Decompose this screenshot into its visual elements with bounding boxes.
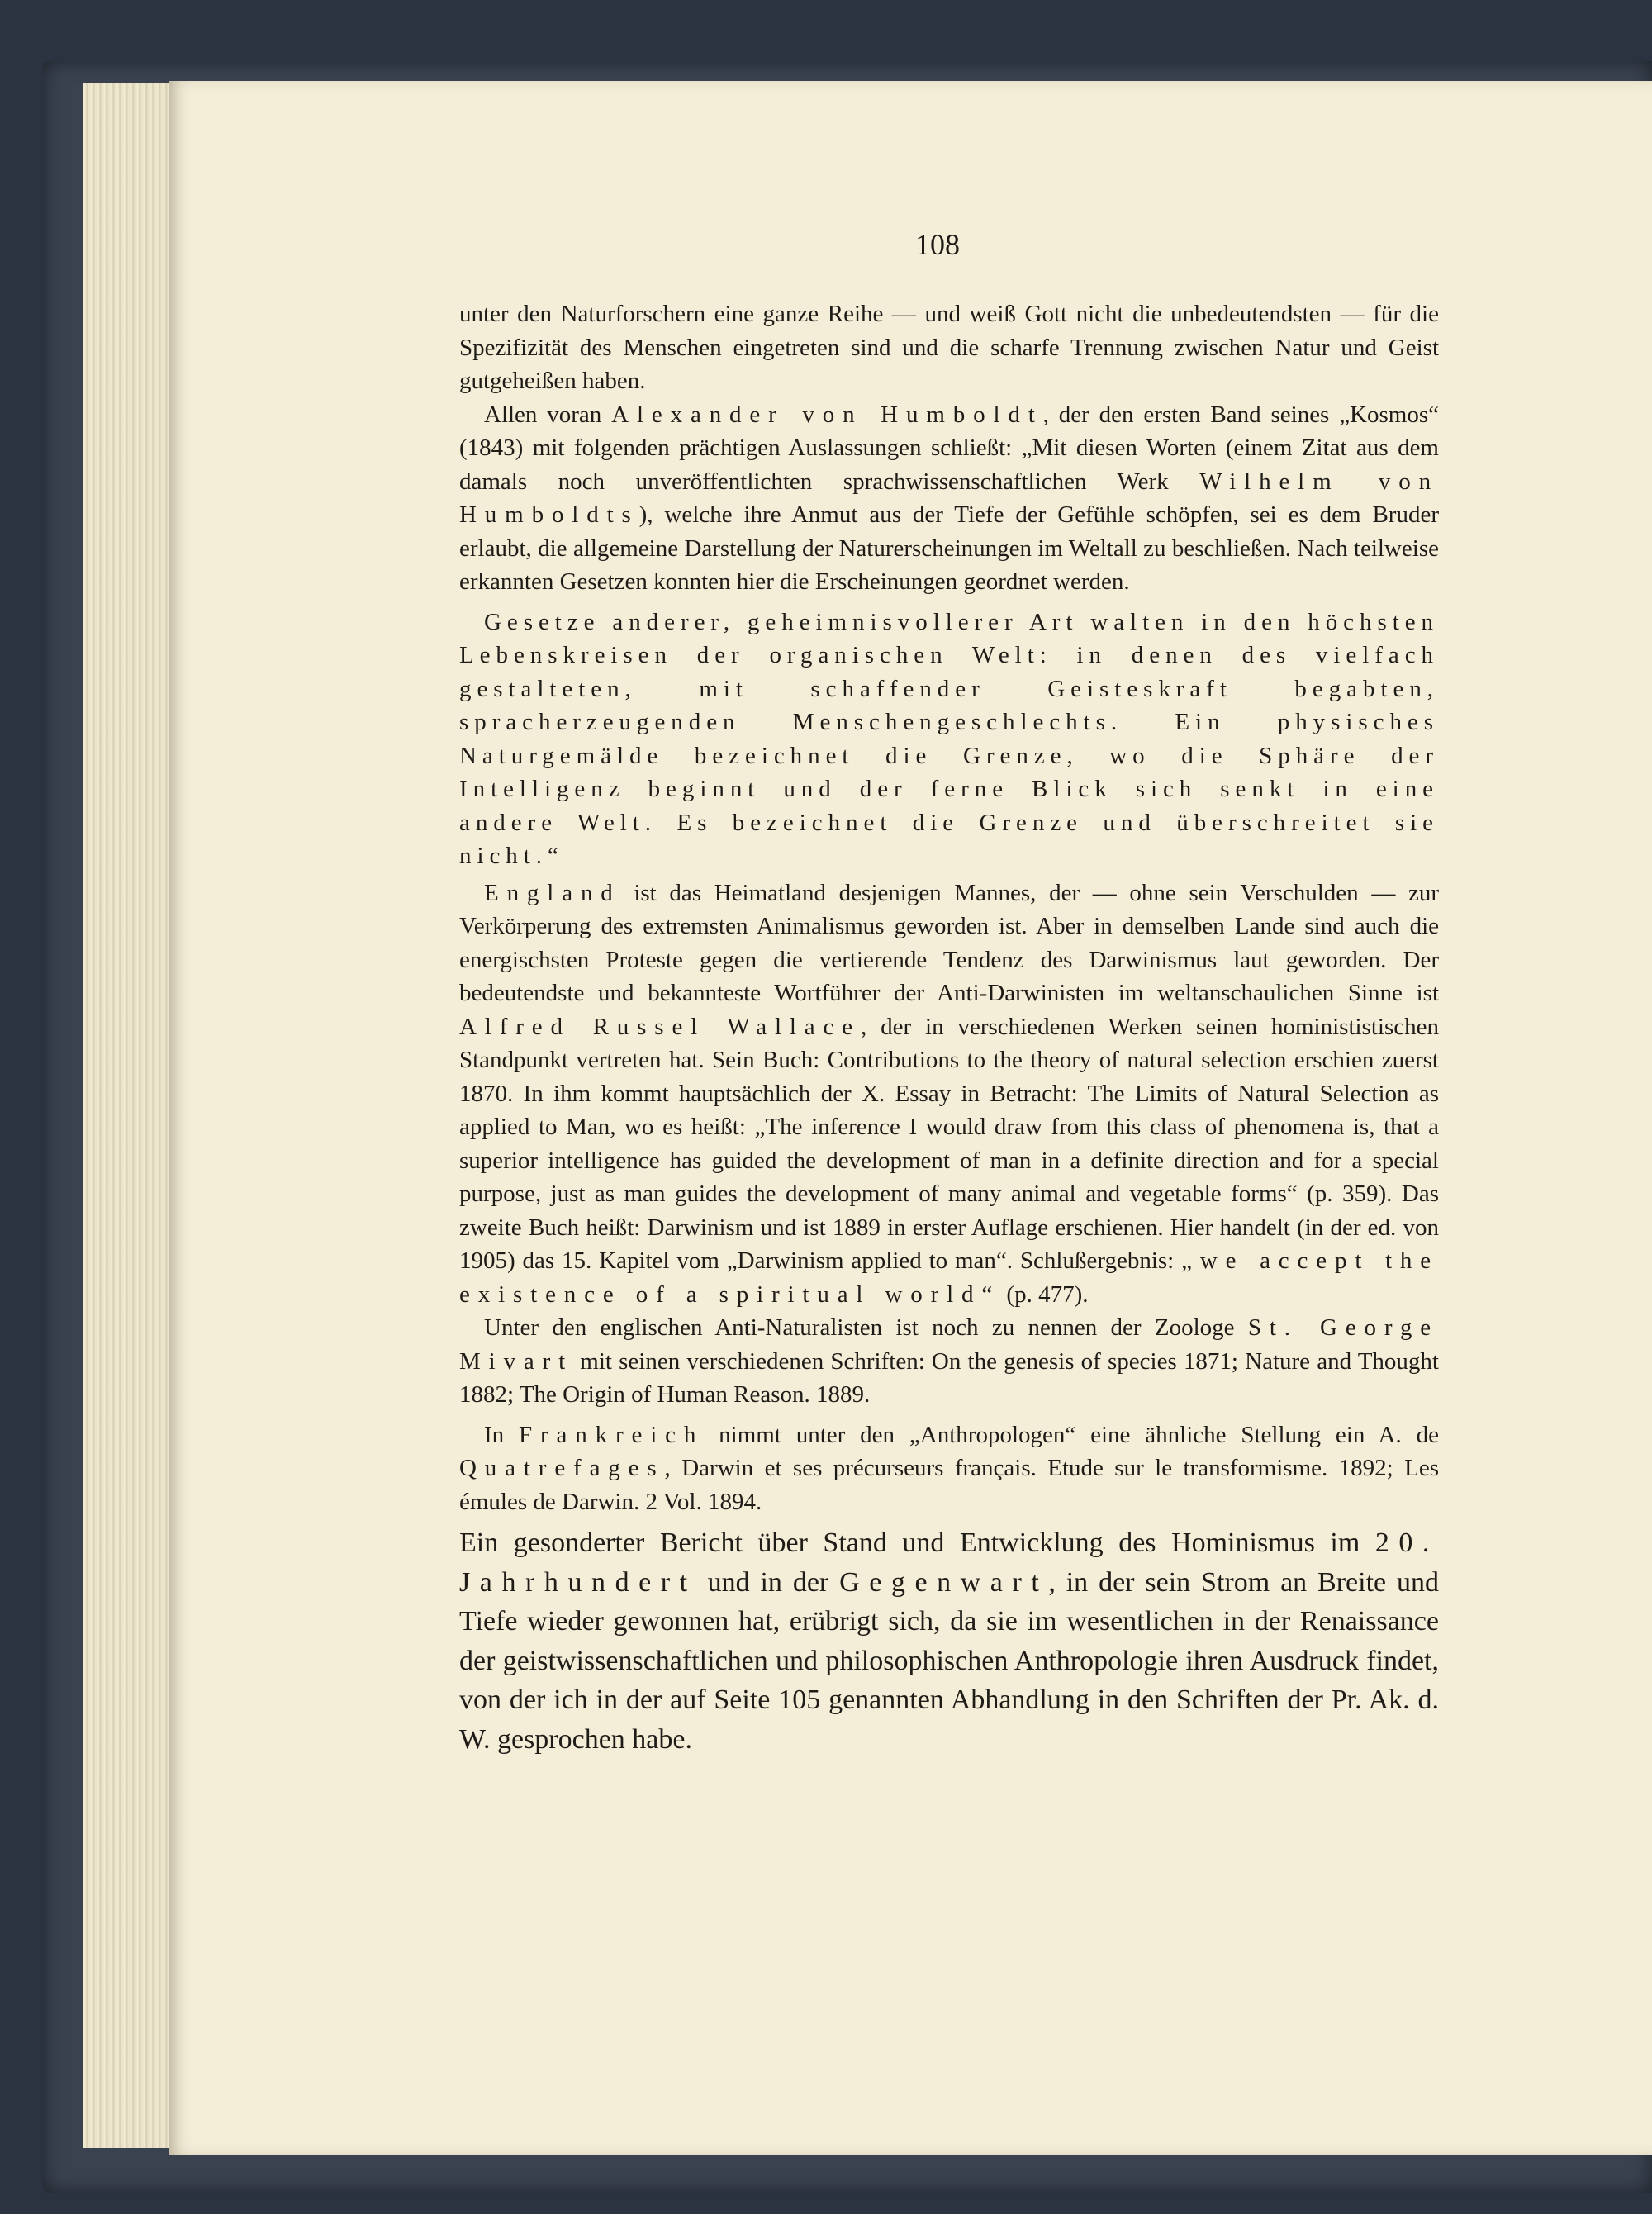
paragraph-6: In Frankreich nimmt unter den „Anthropologen“ eine ähnliche Stellung ein A. de Quatrefages, Darwin et ses précurseurs français. Etude sur le transformisme. 1892; Les émules de Darwin. 2 Vol. 1894. [459, 1421, 1440, 1515]
paragraph-1: unter den Naturforschern eine ganze Reihe — und weiß Gott nicht die unbedeutendsten — für die Spezifizität des Menschen eingetreten sind und die scharfe Trennung zwischen Natur und Geist gutgeheißen haben. [459, 301, 1439, 394]
spaced-name-mivart: St. George Mivart [459, 1314, 1439, 1375]
spaced-name-alexander-von-humboldt: Alexander von Humboldt [611, 401, 1043, 428]
paragraph-4: England ist das Heimatland desjenigen Mannes, der — ohne sein Verschulden — zur Verkörperung des extremsten Animalismus geworden ist. Aber in demselben Lande sind auch die energischsten Proteste gegen die vertierende Tendenz des Darwinismus laut geworden. Der bedeutendste und bekannteste Wortführer der Anti-Darwinisten im weltanschaulichen Sinne ist Alfred Russel Wallace, der in verschiedenen Werken seinen hominististischen Standpunkt vertreten hat. Sein Buch: Contributions to the theory of natural selection erschien zuerst 1870. In ihm kommt hauptsächlich der X. Essay in Betracht: The Limits of Natural Selection as applied to Man, wo es heißt: „The inference I would draw from this class of phenomena is, that a superior intelligence has guided the development of man in a definite direction and for a special purpose, just as man guides the development of many animal and vegetable forms“ (p. 359). Das zweite Buch heißt: Darwinism und ist 1889 in erster Auflage erschienen. Hier handelt (in der ed. von 1905) das 15. Kapitel vom „Darwinism applied to man“. Schlußergebnis: „we accept the existence of a spiritual world“ (p. 477). [459, 879, 1440, 1308]
spaced-name-wilhelm-von-humboldt: Wilhelm von Humboldts [459, 468, 1439, 528]
spaced-word-frankreich: Frankreich [519, 1421, 705, 1448]
spaced-quote-spiritual-world: „we accept the existence of a spiritual world“ [459, 1247, 1440, 1308]
paragraph-3-quote: Gesetze anderer, geheimnisvollerer Art walten in den höchsten Lebenskreisen der organischen Welt: in denen des vielfach gestalteten, mit schaffender Geisteskraft begabten, spracherzeugenden Menschengeschlechts. Ein physisches Naturgemälde bezeichnet die Grenze, wo die Sphäre der Intelligenz beginnt und der ferne Blick sich senkt in eine andere Welt. Es bezeichnet die Grenze und überschreitet sie nicht.“ [459, 608, 1439, 869]
paragraph-2: Allen voran Alexander von Humboldt, der den ersten Band seines „Kosmos“ (1843) mit folgenden prächtigen Auslassungen schließt: „Mit diesen Worten (einem Zitat aus dem damals noch unveröffentlichten sprachwissenschaftlichen Werk Wilhelm von Humboldts), welche ihre Anmut aus der Tiefe der Gefühle schöpfen, sei es dem Bruder erlaubt, die allgemeine Darstellung der Naturerscheinungen im Weltall zu beschließen. Nach teilweise erkannten Gesetzen konnten hier die Erscheinungen geordnet werden. [459, 401, 1440, 595]
body-text [459, 297, 1439, 1759]
spaced-word-england: England [484, 879, 621, 906]
spaced-phrase-20-jahrhundert: 20. Jahrhundert [459, 1527, 1439, 1598]
spaced-name-quatrefages: Quatrefages [459, 1455, 665, 1481]
spaced-name-alfred-russel-wallace: Alfred Russel Wallace [459, 1013, 861, 1040]
paragraph-7-closing: Ein gesonderter Bericht über Stand und Entwicklung des Hominismus im 20. Jahrhundert und in der Gegenwart, in der sein Strom an Breite und Tiefe wieder gewonnen hat, erübrigt sich, da sie im wesentlichen in der Renaissance der geistwissenschaftlichen und philosophischen Anthropologie ihren Ausdruck findet, von der ich in der auf Seite 105 genannten Abhandlung in den Schriften der Pr. Ak. d. W. gesprochen habe. [459, 1527, 1440, 1755]
paragraph-5: Unter den englischen Anti-Naturalisten ist noch zu nennen der Zoologe St. George Mivart mit seinen verschiedenen Schriften: On the genesis of species 1871; Nature and Thought 1882; The Origin of Human Reason. 1889. [459, 1314, 1439, 1408]
spaced-word-gegenwart: Gegenwart [839, 1566, 1049, 1598]
page-number: 108 [915, 228, 960, 261]
